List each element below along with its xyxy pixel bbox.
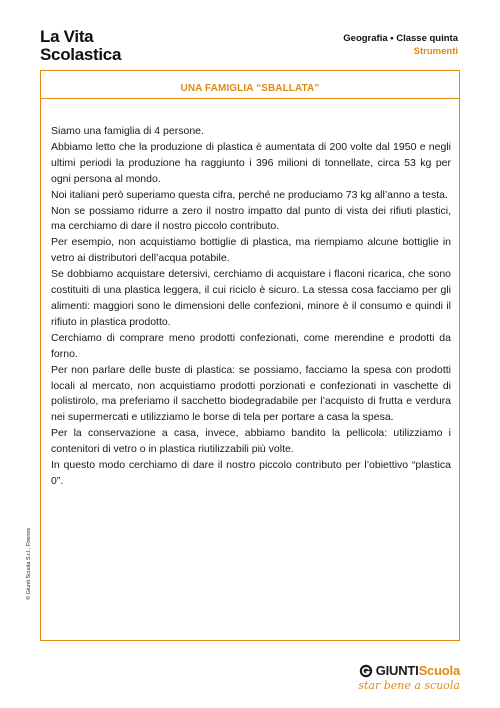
title-divider	[40, 98, 460, 99]
page-header	[343, 32, 458, 58]
paragraph: In questo modo cerchiamo di dare il nostro piccolo contributo per l’obiettivo “plastica 0”.	[51, 459, 451, 487]
paragraph: Abbiamo letto che la produzione di plastica è aumentata di 200 volte dal 1950 e negli ultimi periodi la produzione ha raggiunto i 396 milioni di tonnellate, circa 53 kg per ogni persona al mondo.	[51, 140, 451, 185]
brand-slogan: star bene a scuola	[358, 679, 460, 692]
brand-name-scuola: Scuola	[418, 663, 460, 678]
subject-label: Geografia • Classe quinta	[343, 33, 458, 44]
paragraph: Noi italiani però superiamo questa cifra, perché ne produciamo 73 kg all’anno a testa.	[51, 188, 448, 201]
paragraph: Siamo una famiglia di 4 persone.	[51, 125, 204, 137]
paragraph: Per esempio, non acquistiamo bottiglie di plastica, ma riempiamo alcune bottiglie in vetro ai distributori dell’acqua potabile.	[51, 236, 451, 265]
logo-line-2: Scolastica	[40, 45, 122, 64]
body-text	[51, 124, 451, 490]
paragraph: Non se possiamo ridurre a zero il nostro impatto dal punto di vista dei rifiuti plastici, ma cerchiamo di dare il nostro piccolo contributo.	[51, 204, 451, 233]
frame-title: UNA FAMIGLIA “SBALLATA”	[180, 83, 320, 94]
la-vita-scolastica-logo	[40, 28, 121, 63]
logo-line-1: La Vita	[40, 27, 94, 46]
section-label: Strumenti	[413, 46, 458, 57]
giunti-g-icon	[359, 664, 373, 678]
copyright-notice: © Giunti Scuola S.r.l., Firenze	[26, 527, 32, 600]
paragraph: Per la conservazione a casa, invece, abbiamo bandito la pellicola: utilizziamo i contenitori di vetro o in plastica riutilizzabili più volte.	[51, 427, 451, 456]
giunti-scuola-logo	[358, 663, 460, 692]
paragraph: Se dobbiamo acquistare detersivi, cerchiamo di acquistare i flaconi ricarica, che sono costituiti di una plastica leggera, il cui riciclo è sicuro. La stessa cosa facciamo per gli alimenti: maggiori sono le dimensioni delle confezioni, minore è il consumo e quindi il rifiuto in plastica prodotto.	[51, 268, 451, 328]
paragraph: Per non parlare delle buste di plastica: se possiamo, facciamo la spesa con prodotti locali al mercato, non acquistiamo prodotti porzionati e confezionati in vaschette di polistirolo, ma preferiamo il sacchetto biodegradabile per l’acquisto di frutta e verdura nei supermercati e utilizziamo le borse di tela per portare a casa la spesa.	[51, 363, 451, 424]
paragraph: Cerchiamo di comprare meno prodotti confezionati, come merendine e prodotti da forno.	[51, 331, 451, 360]
brand-name-giunti: GIUNTI	[375, 663, 419, 678]
